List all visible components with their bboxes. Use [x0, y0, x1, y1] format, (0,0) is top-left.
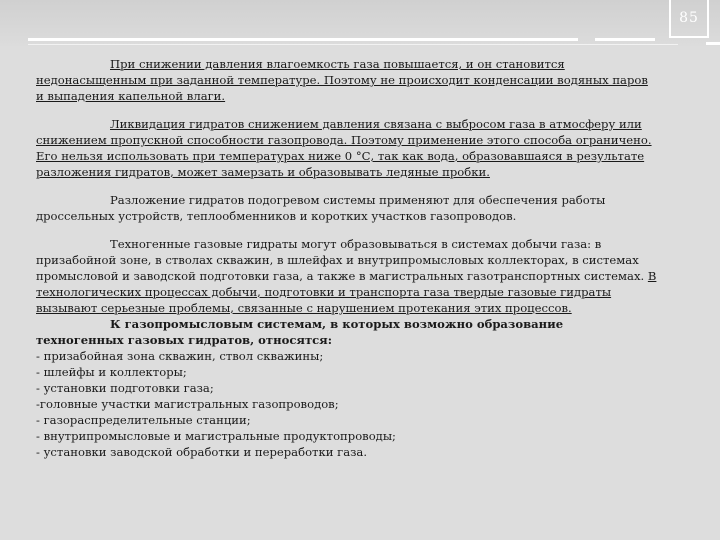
- heading-line: К газопромысловым системам, в которых возможно образование: [110, 317, 564, 331]
- text-line: Его нельзя использовать при температурах ниже 0 °С, так как вода, образовавшаяся в результате: [36, 149, 645, 163]
- text-line: При снижении давления влагоемкость газа повышается, и он становится: [110, 57, 565, 71]
- list-item: - газораспределительные станции;: [36, 413, 251, 427]
- heading-line: техногенных газовых гидратов, относятся:: [36, 333, 333, 347]
- text-line: призабойной зоне, в стволах скважин, в шлейфах и внутрипромысловых коллекторах, в системах: [36, 253, 639, 267]
- text-line: и выпадения капельной влаги.: [36, 89, 226, 103]
- text-line: Разложение гидратов подогревом системы применяют для обеспечения работы: [110, 193, 606, 207]
- header-rule-short: [595, 38, 655, 41]
- text-line: промысловой и заводской подготовки газа, а также в магистральных газотранспортных системах.: [36, 269, 645, 283]
- paragraph-gap: [36, 104, 692, 116]
- paragraph-hydrate-liquidation: [36, 116, 692, 180]
- text-line: недонасыщенным при заданной температуре. Поэтому не происходит конденсации водяных паров: [36, 73, 648, 87]
- list-item: - шлейфы и коллекторы;: [36, 365, 187, 379]
- systems-list: [36, 348, 692, 460]
- list-item: - внутрипромысловые и магистральные продуктопроводы;: [36, 429, 396, 443]
- section-heading: [36, 316, 692, 348]
- list-item: -головные участки магистральных газопроводов;: [36, 397, 339, 411]
- paragraph-technogenic-hydrates: [36, 236, 692, 316]
- header-rule: [28, 38, 578, 41]
- text-fragment: В: [647, 269, 657, 283]
- header-thin-rule: [28, 44, 678, 45]
- paragraph-gap: [36, 224, 692, 236]
- text-line: дроссельных устройств, теплообменников и коротких участков газопроводов.: [36, 209, 517, 223]
- text-line: технологических процессах добычи, подготовки и транспорта газа твердые газовые гидраты: [36, 285, 612, 299]
- paragraph-heating: [36, 192, 692, 224]
- document-body: [36, 56, 692, 460]
- text-line: Техногенные газовые гидраты могут образовываться в системах добычи газа: в: [110, 237, 602, 251]
- text-line: вызывают серьезные проблемы, связанные с нарушением протекания этих процессов.: [36, 301, 572, 315]
- paragraph-pressure-reduction: [36, 56, 692, 104]
- text-line: Ликвидация гидратов снижением давления связана с выбросом газа в атмосферу или: [110, 117, 642, 131]
- page-number: 85: [679, 10, 699, 26]
- page-number-box: [669, 0, 709, 38]
- list-item: - установки заводской обработки и переработки газа.: [36, 445, 368, 459]
- corner-mark: [706, 42, 720, 45]
- text-line: разложения гидратов, может замерзать и образовывать ледяные пробки.: [36, 165, 490, 179]
- list-item: - установки подготовки газа;: [36, 381, 214, 395]
- list-item: - призабойная зона скважин, ствол скважины;: [36, 349, 324, 363]
- text-line: снижением пропускной способности газопровода. Поэтому применение этого способа ограничено.: [36, 133, 652, 147]
- paragraph-gap: [36, 180, 692, 192]
